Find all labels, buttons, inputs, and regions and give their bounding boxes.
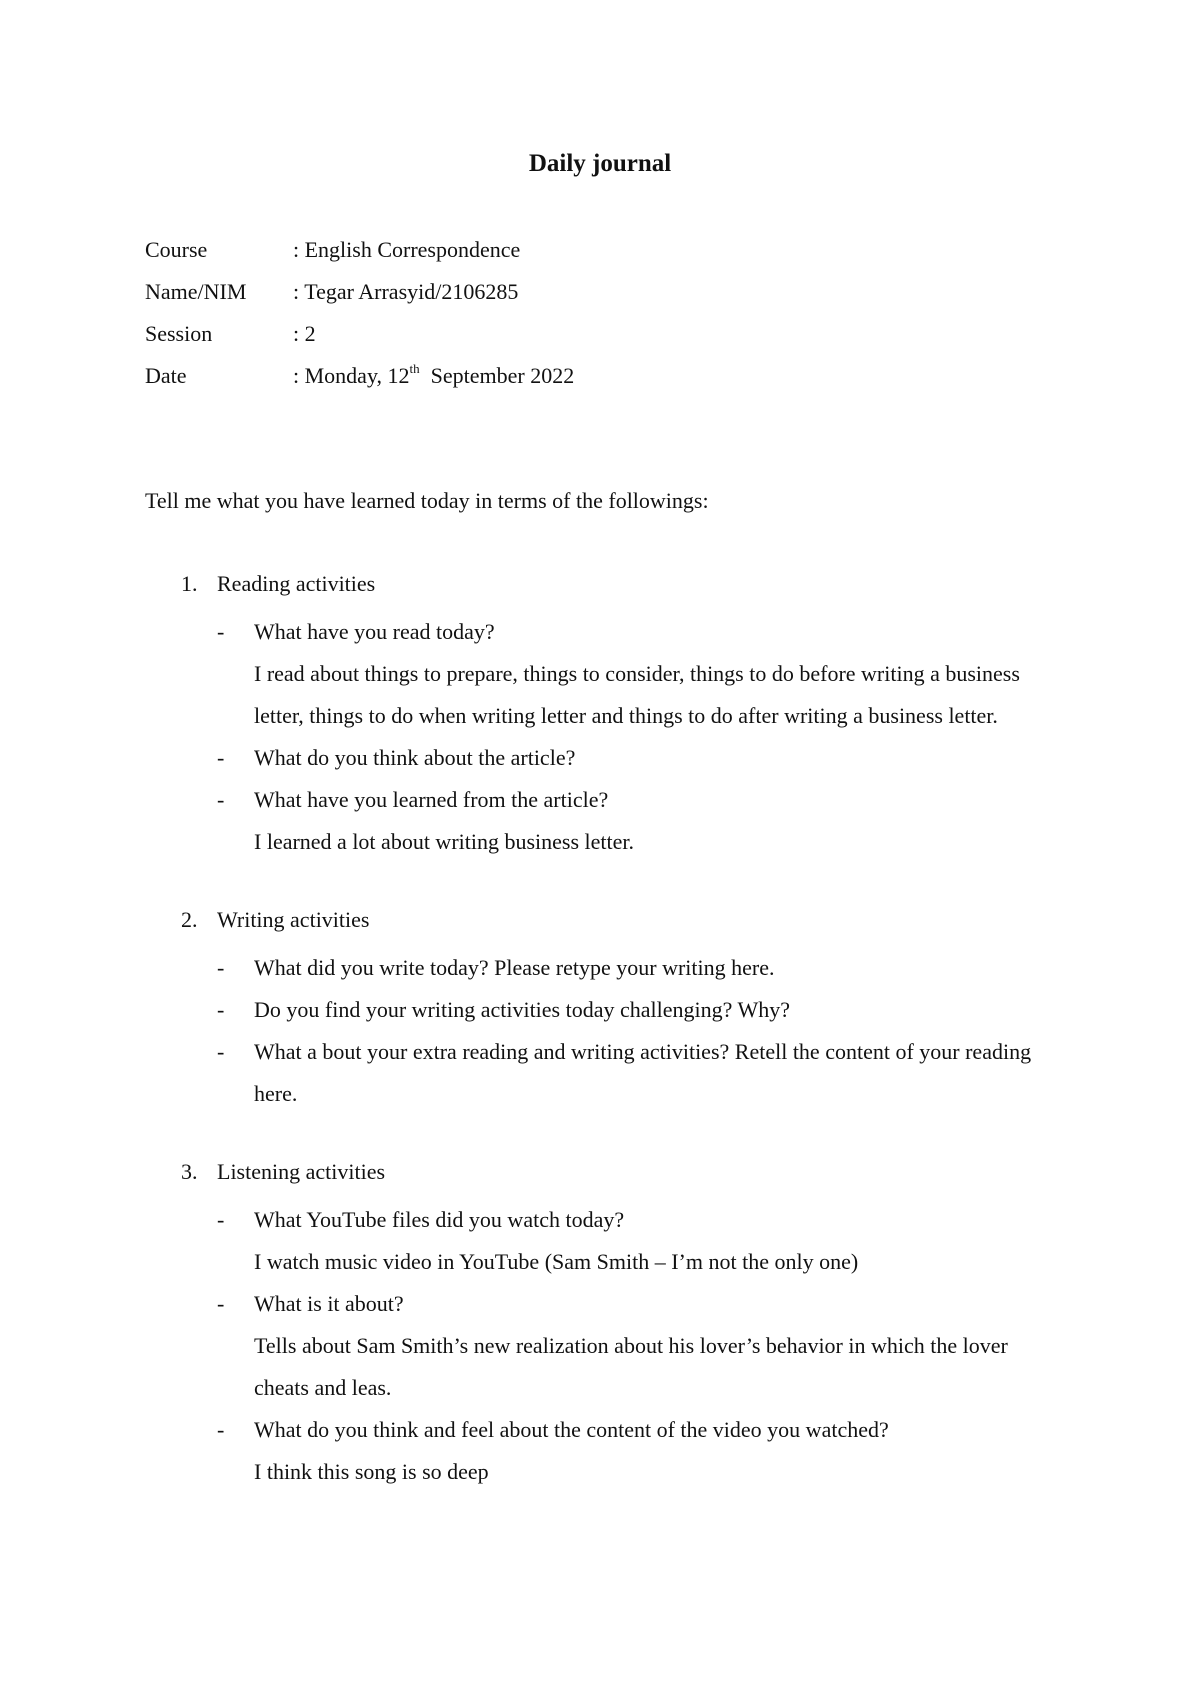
question: [145, 611, 1065, 653]
answer-text: I learned a lot about writing business letter.: [254, 829, 635, 854]
section-number: 2.: [181, 907, 198, 932]
question: [145, 1409, 1065, 1451]
bullet-dash: -: [217, 1291, 225, 1316]
meta-row-course: [145, 235, 574, 277]
section-title: Reading activities: [217, 571, 376, 596]
meta-row-date: [145, 361, 574, 403]
section-listening: [145, 1157, 1065, 1493]
meta-value: : Tegar Arrasyid/2106285: [293, 279, 519, 304]
question: [145, 779, 1065, 821]
section-number: 1.: [181, 571, 198, 596]
meta-key: Date: [145, 363, 187, 388]
bullet-dash: -: [217, 997, 225, 1022]
bullet-dash: -: [217, 955, 225, 980]
question-text: What YouTube files did you watch today?: [254, 1207, 625, 1232]
question-text: What do you think about the article?: [254, 745, 576, 770]
section-writing: [145, 905, 1065, 1115]
answer-text: I watch music video in YouTube (Sam Smith – I’m not the only one): [254, 1249, 859, 1274]
question-text: What do you think and feel about the content of the video you watched?: [254, 1417, 889, 1442]
question-text: What have you read today?: [254, 619, 495, 644]
section-heading: [145, 1157, 1065, 1199]
section-number: 3.: [181, 1159, 198, 1184]
bullet-dash: -: [217, 787, 225, 812]
question: [145, 737, 1065, 779]
question: [145, 947, 1065, 989]
section-heading: [145, 569, 1065, 611]
question: [145, 1283, 1065, 1325]
date-prefix: : Monday, 12: [293, 363, 410, 388]
meta-row-session: [145, 319, 574, 361]
question-text: What did you write today? Please retype your writing here.: [254, 955, 775, 980]
date-ordinal-suffix: th: [409, 360, 420, 376]
bullet-dash: -: [217, 745, 225, 770]
section-title: Listening activities: [217, 1159, 386, 1184]
sections: [145, 569, 1065, 1535]
intro-prompt: Tell me what you have learned today in terms of the followings:: [145, 488, 709, 513]
question-text: Do you find your writing activities today challenging? Why?: [254, 997, 791, 1022]
bullet-dash: -: [217, 1417, 225, 1442]
question-text: What a bout your extra reading and writing activities? Retell the content of your reading here.: [254, 1039, 1032, 1106]
question: [145, 1031, 1065, 1115]
section-heading: [145, 905, 1065, 947]
section-reading: [145, 569, 1065, 863]
bullet-dash: -: [217, 1207, 225, 1232]
meta-row-name: [145, 277, 574, 319]
bullet-dash: -: [217, 1039, 225, 1064]
answer-text: I read about things to prepare, things to consider, things to do before writing a business letter, things to do when writing letter and things to do after writing a business letter.: [254, 661, 1020, 728]
meta-key: Course: [145, 237, 208, 262]
meta-key: Name/NIM: [145, 279, 247, 304]
date-suffix: September 2022: [419, 363, 575, 388]
meta-value: : English Correspondence: [293, 237, 521, 262]
question: [145, 989, 1065, 1031]
bullet-dash: -: [217, 619, 225, 644]
question-text: What is it about?: [254, 1291, 404, 1316]
meta-key: Session: [145, 321, 213, 346]
question: [145, 1199, 1065, 1241]
meta-block: [145, 235, 574, 403]
meta-value: : 2: [293, 321, 316, 346]
answer-text: Tells about Sam Smith’s new realization about his lover’s behavior in which the lover cheats and leas.: [254, 1333, 1008, 1400]
document-title: Daily journal: [528, 150, 672, 177]
answer-text: I think this song is so deep: [254, 1459, 489, 1484]
meta-value: [293, 361, 574, 391]
question-text: What have you learned from the article?: [254, 787, 609, 812]
section-title: Writing activities: [217, 907, 370, 932]
